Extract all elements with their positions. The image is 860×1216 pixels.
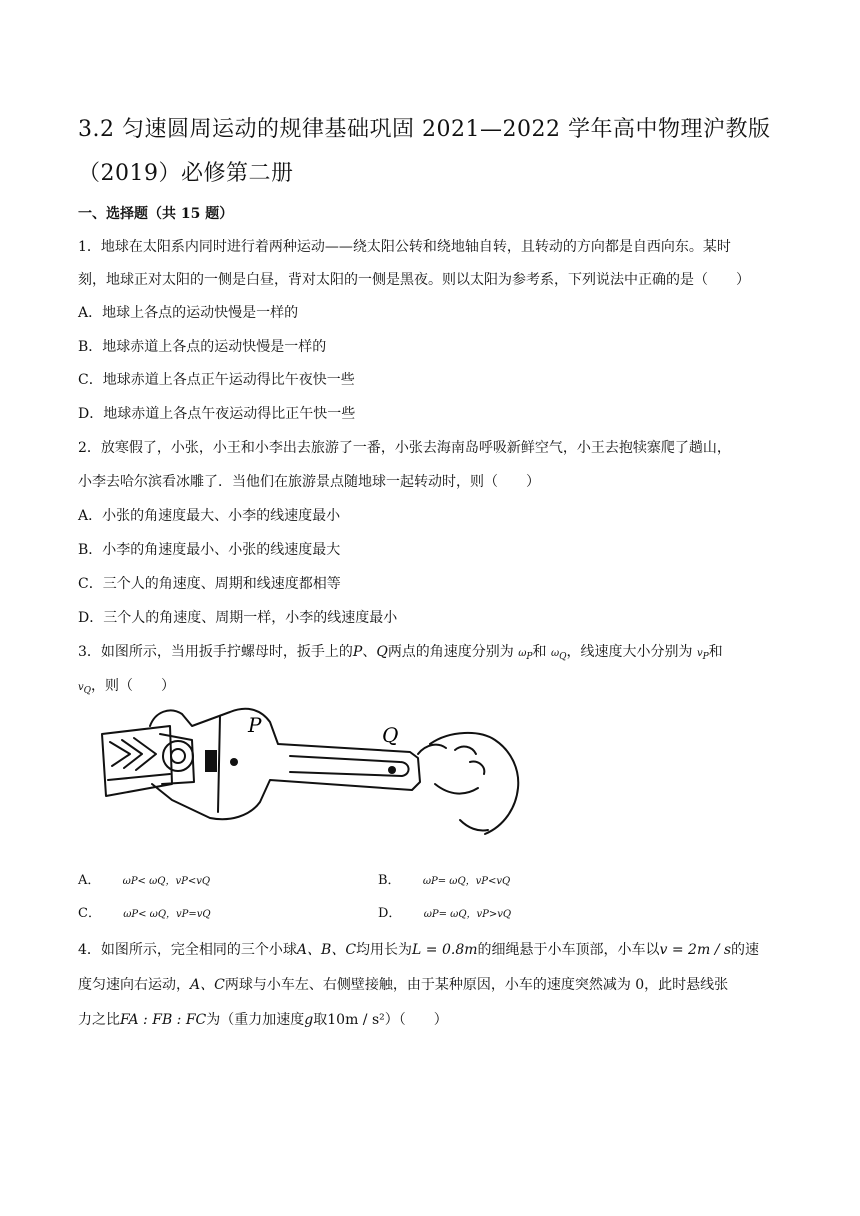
- v-q-symbol: $v_Q$: [78, 682, 92, 696]
- q3-option-a-expression: ωP< ωQ，vP<vQ: [122, 876, 211, 887]
- v-p-symbol: $v_P$: [696, 648, 709, 662]
- q2-option-d[interactable]: D．三个人的角速度、周期一样，小李的线速度最小: [78, 610, 398, 626]
- q3-option-c-expression: ωP< ωQ，vP=vQ: [123, 909, 211, 920]
- q2-option-a[interactable]: A．小张的角速度最大、小李的线速度最小: [78, 508, 341, 524]
- q3-stem-line-1: 3．如图所示，当用扳手拧螺母时，扳手上的P、Q两点的角速度分别为 $\omega_P$和 $\omega_Q$，线速度大小分别为 $v_P$和: [78, 644, 723, 662]
- hand-outline: [430, 733, 518, 834]
- nut-square: [205, 750, 217, 772]
- q2-option-b[interactable]: B．小李的角速度最小、小张的线速度最大: [78, 542, 341, 558]
- q3-stem-line-2: $v_Q$，则（ ）: [78, 678, 176, 696]
- omega-p-symbol: $\omega_P$: [518, 648, 533, 662]
- speed-value: v = 2m / s: [659, 942, 732, 958]
- length-value: L = 0.8m: [412, 942, 478, 958]
- q3-option-c[interactable]: C． ωP< ωQ，vP=vQ: [78, 906, 211, 921]
- point-q-label: Q: [382, 723, 399, 747]
- q3-option-b-expression: ωP= ωQ，vP<vQ: [422, 876, 511, 887]
- section-heading: 一、选择题（共 15 题）: [78, 206, 234, 222]
- q4-stem-line-1: 4．如图所示，完全相同的三个小球A、B、C均用长为L = 0.8m的细绳悬于小车顶部，小车以v = 2m / s的速: [78, 942, 760, 958]
- q3-option-b[interactable]: B． ωP= ωQ，vP<vQ: [378, 873, 511, 888]
- title-line-1: 3.2 匀速圆周运动的规律基础巩固 2021—2022 学年高中物理沪教版: [78, 117, 771, 142]
- q1-stem-line-2: 刻，地球正对太阳的一侧是白昼，背对太阳的一侧是黑夜。则以太阳为参考系，下列说法中正确的是（ ）: [78, 272, 750, 288]
- q3-option-d[interactable]: D． ωP= ωQ，vP>vQ: [378, 906, 512, 921]
- q1-option-a[interactable]: A．地球上各点的运动快慢是一样的: [78, 305, 299, 321]
- nut-outline: [102, 726, 172, 796]
- q4-stem-line-3: 力之比FA : FB : FC为（重力加速度g取10m / s²）（ ）: [78, 1012, 448, 1028]
- point-p-label: P: [248, 713, 262, 737]
- q1-option-b[interactable]: B．地球赤道上各点的运动快慢是一样的: [78, 339, 327, 355]
- q3-option-a[interactable]: A． ωP< ωQ，vP<vQ: [78, 873, 211, 888]
- wrench-figure: [100, 704, 560, 844]
- q2-option-c[interactable]: C．三个人的角速度、周期和线速度都相等: [78, 576, 341, 592]
- point-q-dot: [388, 766, 396, 774]
- tension-ratio: FA : FB : FC: [120, 1012, 207, 1028]
- gravity-value: 10m / s²: [327, 1012, 385, 1028]
- q1-stem-line-1: 1．地球在太阳系内同时进行着两种运动——绕太阳公转和绕地轴自转，且转动的方向都是自西向东。某时: [78, 239, 731, 255]
- worm-gear: [163, 741, 193, 771]
- q2-stem-line-1: 2．放寒假了，小张，小王和小李出去旅游了一番，小张去海南岛呼吸新鲜空气，小王去抱犊寨爬了趟山，: [78, 440, 731, 456]
- q4-stem-line-2: 度匀速向右运动，A、C两球与小车左、右侧壁接触，由于某种原因，小车的速度突然减为 0，此时悬线张: [78, 977, 729, 993]
- q1-option-d[interactable]: D．地球赤道上各点午夜运动得比正午快一些: [78, 406, 356, 422]
- point-p-dot: [230, 758, 238, 766]
- q2-stem-line-2: 小李去哈尔滨看冰雕了．当他们在旅游景点随地球一起转动时，则（ ）: [78, 474, 540, 490]
- q1-option-c[interactable]: C．地球赤道上各点正午运动得比午夜快一些: [78, 372, 355, 388]
- q3-option-d-expression: ωP= ωQ，vP>vQ: [423, 909, 512, 920]
- omega-q-symbol: $\omega_Q$: [550, 648, 567, 662]
- page-title: [78, 108, 798, 196]
- title-line-2: （2019）必修第二册: [78, 161, 294, 186]
